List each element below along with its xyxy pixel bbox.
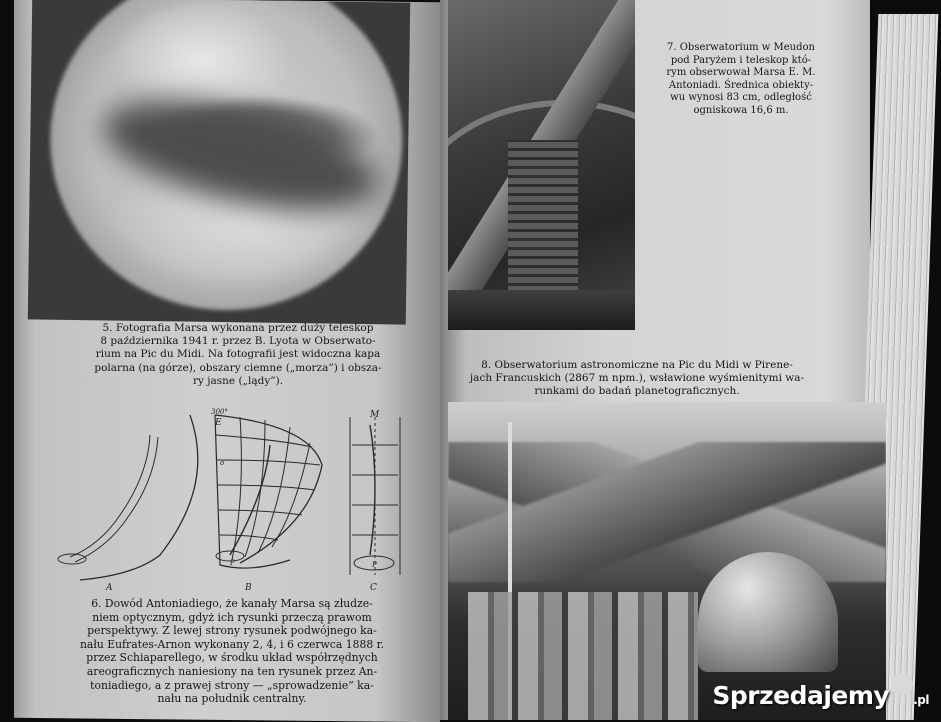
caption-line: przez Schiaparellego, w środku układ współrzędnych bbox=[86, 651, 378, 665]
observatory-buildings bbox=[468, 592, 698, 720]
observatory-floor bbox=[448, 290, 635, 330]
caption-line: nału Eufrates-Arnon wykonany 2, 4, i 6 czerwca 1888 r. bbox=[79, 637, 385, 651]
caption-line: jach Francuskich (2867 m npm.), wsławione wyśmienitymi wa- bbox=[469, 372, 805, 385]
caption-line: polarna (na górze), obszary ciemne („morza”) i obsza- bbox=[94, 361, 382, 374]
caption-line: areograficznych naniesiony na ten rysunek przez An- bbox=[86, 664, 378, 678]
caption-line: ry jasne („lądy”). bbox=[192, 374, 284, 387]
label-300-deg: 300° bbox=[211, 408, 228, 416]
caption-line: 8. Obserwatorium astronomiczne na Pic du Midi w Pirene- bbox=[481, 359, 793, 371]
label-c: C bbox=[370, 583, 377, 593]
antoniadi-canal-diagram bbox=[40, 405, 420, 595]
label-o: o bbox=[220, 459, 225, 467]
figure-5-caption bbox=[70, 322, 406, 388]
caption-line: toniadiego, a z prawej strony — „sprowadzenie” ka- bbox=[90, 678, 374, 692]
caption-line: runkami do badań planetograficznych. bbox=[534, 385, 740, 398]
meridian-4 bbox=[272, 443, 310, 547]
caption-line: nału na południk centralny. bbox=[157, 692, 307, 706]
figure-7-caption bbox=[642, 42, 840, 118]
caption-line: 5. Fotografia Marsa wykonana przez duży teleskop bbox=[102, 322, 374, 334]
site-watermark bbox=[712, 681, 929, 710]
meridian-3 bbox=[258, 427, 290, 553]
caption-line: rym obserwował Marsa E. M. bbox=[666, 67, 816, 79]
label-m: M bbox=[370, 410, 380, 420]
mountain-range bbox=[448, 442, 886, 582]
parallel-5 bbox=[219, 535, 278, 540]
label-e: E bbox=[215, 418, 222, 428]
label-p: P bbox=[230, 559, 235, 567]
caption-line: rium na Pic du Midi. Na fotografii jest widoczna kapa bbox=[95, 348, 381, 361]
caption-line: 7. Obserwatorium w Meudon bbox=[667, 42, 815, 53]
meudon-observatory-photograph bbox=[448, 0, 635, 330]
label-a: A bbox=[106, 583, 113, 593]
label-p-c: P bbox=[372, 561, 377, 569]
planet-limb-a bbox=[80, 415, 198, 580]
parallel-3 bbox=[218, 485, 315, 490]
pic-du-midi-observatory-photograph bbox=[448, 402, 886, 720]
watermark-suffix: .pl bbox=[913, 693, 929, 707]
figure-6-caption bbox=[52, 597, 412, 706]
telescope-mount bbox=[508, 140, 578, 310]
caption-line: ogniskowa 16,6 m. bbox=[693, 104, 789, 116]
mars-photograph bbox=[28, 0, 410, 325]
figure-8-caption bbox=[462, 359, 812, 399]
meridian-1 bbox=[232, 417, 241, 560]
watermark-text: Sprzedajemy bbox=[712, 681, 890, 710]
caption-line: wu wynosi 83 cm, odległość bbox=[670, 92, 812, 104]
caption-line: niem optycznym, gdyż ich rysunki przeczą prawom bbox=[92, 610, 372, 624]
caption-line: perspektywy. Z lewej strony rysunek podwójnego ka- bbox=[87, 624, 377, 638]
caption-line: 8 października 1941 r. przez B. Lyota w Obserwato- bbox=[100, 335, 376, 348]
label-b: B bbox=[245, 583, 252, 593]
watermark-logo-dot bbox=[891, 673, 913, 695]
canal-line-a2 bbox=[75, 437, 158, 562]
parallel-2 bbox=[217, 460, 320, 465]
caption-line: pod Paryżem i teleskop któ- bbox=[670, 54, 812, 66]
caption-line: 6. Dowód Antoniadiego, że kanały Marsa są złudze- bbox=[91, 597, 373, 610]
caption-line: Antoniadi. Średnica obiekty- bbox=[668, 79, 814, 91]
